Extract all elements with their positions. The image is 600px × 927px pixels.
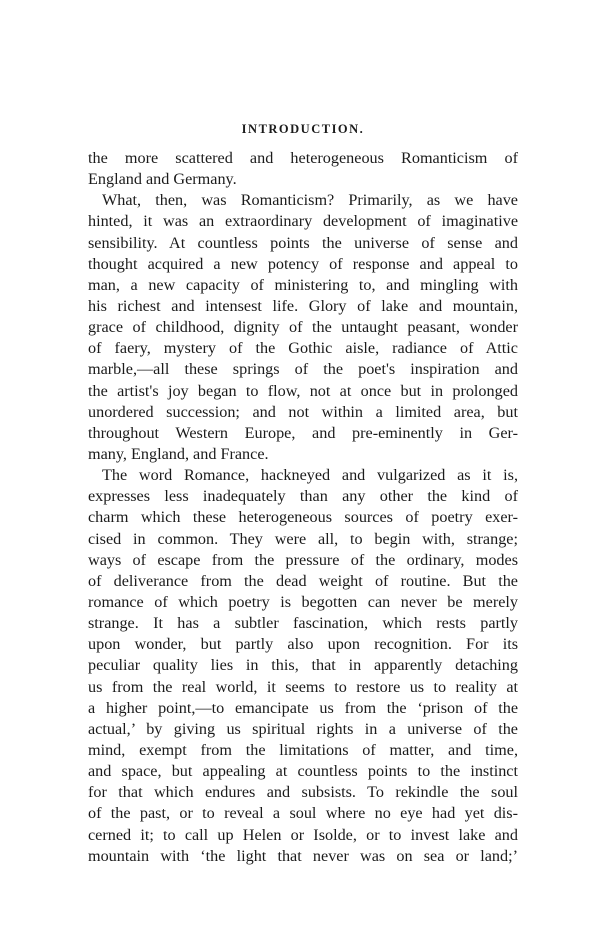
text-line: England and Germany. — [88, 170, 237, 189]
text-line: marble,—all these springs of the poet's inspiration and — [88, 360, 518, 379]
text-line: sensibility. At countless points the universe of sense and — [88, 233, 518, 252]
text-line: upon wonder, but partly also upon recognition. For its — [88, 635, 518, 654]
text-line: ways of escape from the pressure of the ordinary, modes — [88, 550, 518, 569]
text-line: strange. It has a subtler fascination, which rests partly — [88, 614, 518, 633]
text-line: peculiar quality lies in this, that in apparently detaching — [88, 656, 518, 675]
text-line: and space, but appealing at countless points to the instinct — [88, 762, 518, 781]
text-line: man, a new capacity of ministering to, and mingling with — [88, 275, 518, 294]
text-line: grace of childhood, dignity of the untaught peasant, wonder — [88, 318, 518, 337]
text-line: What, then, was Romanticism? Primarily, as we have — [102, 191, 518, 210]
text-line: of faery, mystery of the Gothic aisle, radiance of Attic — [88, 339, 518, 358]
text-line: throughout Western Europe, and pre-eminently in Ger- — [88, 423, 518, 442]
text-line: us from the real world, it seems to restore us to reality at — [88, 677, 518, 696]
text-line: the artist's joy began to flow, not at once but in prolonged — [88, 381, 518, 400]
text-line: thought acquired a new potency of response and appeal to — [88, 254, 518, 273]
text-line: of the past, or to reveal a soul where no eye had yet dis- — [88, 804, 518, 823]
text-line: mountain with ‘the light that never was on sea or land;’ — [88, 846, 518, 865]
running-head: INTRODUCTION. — [241, 122, 365, 136]
body-text — [88, 148, 518, 867]
text-line: cised in common. They were all, to begin with, strange; — [88, 529, 518, 548]
text-line: unordered succession; and not within a limited area, but — [88, 402, 518, 421]
text-line: his richest and intensest life. Glory of lake and mountain, — [88, 296, 518, 315]
text-line: The word Romance, hackneyed and vulgarized as it is, — [102, 466, 518, 485]
text-line: many, England, and France. — [88, 444, 269, 463]
text-line: hinted, it was an extraordinary development of imaginative — [88, 212, 518, 231]
text-line: mind, exempt from the limitations of matter, and time, — [88, 740, 518, 759]
text-line: of deliverance from the dead weight of routine. But the — [88, 571, 518, 590]
text-line: for that which endures and subsists. To rekindle the soul — [88, 783, 518, 802]
text-line: actual,’ by giving us spiritual rights in a universe of the — [88, 719, 518, 738]
text-line: a higher point,—to emancipate us from the ‘prison of the — [88, 698, 518, 717]
text-line: the more scattered and heterogeneous Romanticism of — [88, 149, 518, 167]
text-line: expresses less inadequately than any other the kind of — [88, 487, 518, 506]
text-line: romance of which poetry is begotten can never be merely — [88, 592, 518, 611]
text-line: charm which these heterogeneous sources of poetry exer- — [88, 508, 518, 527]
text-line: cerned it; to call up Helen or Isolde, or to invest lake and — [88, 825, 518, 844]
